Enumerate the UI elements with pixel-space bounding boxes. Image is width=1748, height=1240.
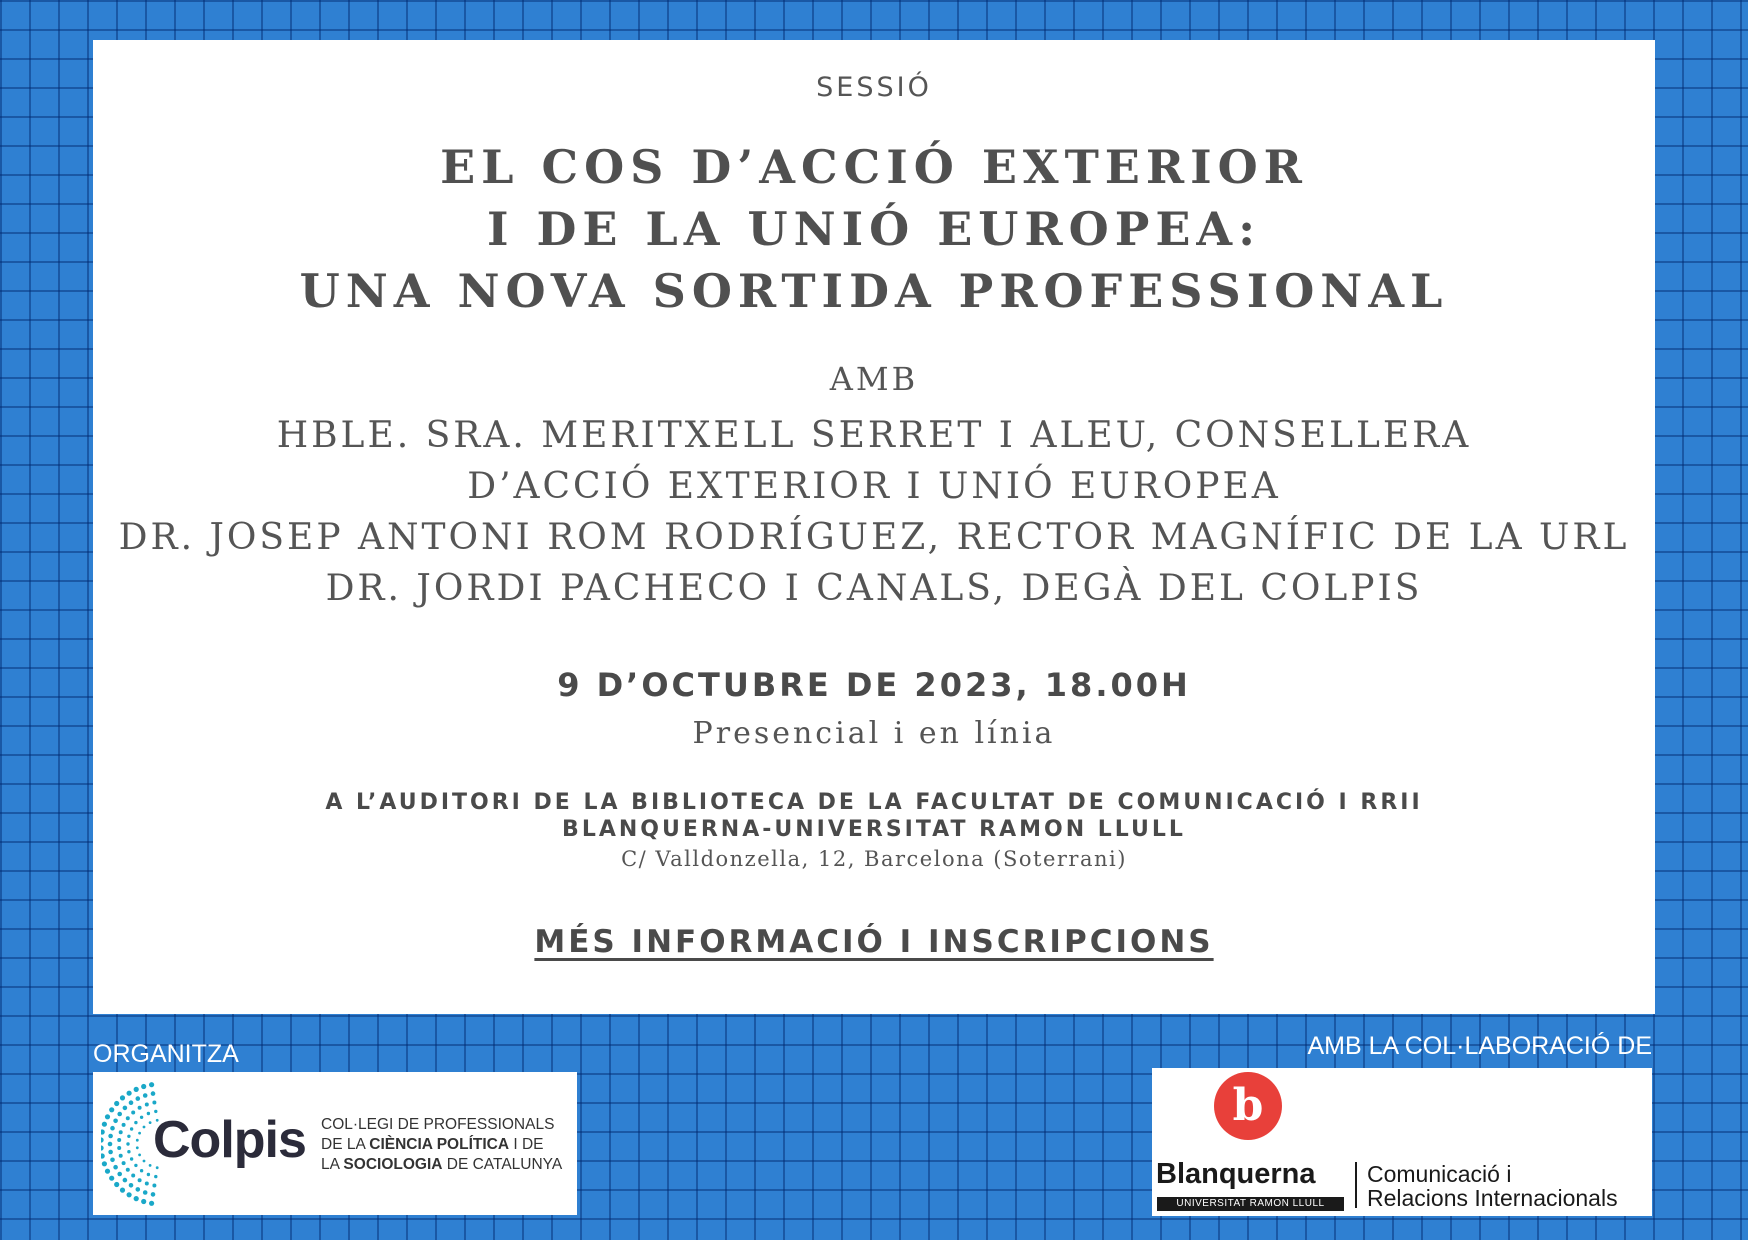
title-line-3: UNA NOVA SORTIDA PROFESSIONAL xyxy=(299,264,1449,318)
svg-text:b: b xyxy=(1232,1080,1264,1131)
dept-line: Comunicació i xyxy=(1367,1161,1512,1187)
colpis-dot xyxy=(119,1130,123,1134)
colpis-dot xyxy=(101,1145,104,1150)
colpis-dot xyxy=(105,1169,110,1174)
venue-line-2: BLANQUERNA-UNIVERSITAT RAMON LLULL xyxy=(562,817,1186,842)
colpis-dot xyxy=(143,1093,148,1098)
title-line-1: EL COS D’ACCIÓ EXTERIOR xyxy=(440,140,1308,194)
collaborator-label: AMB LA COL·LABORACIÓ DE xyxy=(1307,1032,1652,1060)
event-card xyxy=(93,40,1655,1014)
colpis-dot xyxy=(117,1172,122,1177)
colpis-dot xyxy=(147,1173,150,1176)
blanquerna-logo[interactable] xyxy=(1152,1068,1652,1216)
colpis-dot xyxy=(127,1150,130,1153)
colpis-dot xyxy=(140,1116,143,1119)
colpis-dot xyxy=(114,1101,119,1106)
event-mode: Presencial i en línia xyxy=(692,716,1056,751)
event-date: 9 D’OCTUBRE DE 2023, 18.00H xyxy=(557,666,1191,704)
colpis-dot xyxy=(126,1168,130,1172)
logo-divider xyxy=(1355,1162,1357,1208)
colpis-dot xyxy=(143,1190,148,1195)
colpis-dot xyxy=(110,1126,115,1131)
colpis-dot xyxy=(101,1153,105,1158)
colpis-dot xyxy=(117,1146,121,1150)
more-info-link[interactable] xyxy=(93,924,1655,960)
session-label: SESSIÓ xyxy=(816,72,932,103)
colpis-dot xyxy=(127,1091,132,1096)
colpis-dot xyxy=(151,1192,156,1197)
colpis-dot xyxy=(127,1135,130,1138)
speaker-line: DR. JOSEP ANTONI ROM RODRÍGUEZ, RECTOR MAGNÍFIC DE LA URL xyxy=(118,517,1630,558)
colpis-dot xyxy=(108,1134,113,1139)
colpis-dot xyxy=(147,1112,150,1115)
blanquerna-department xyxy=(1367,1162,1618,1210)
colpis-dot xyxy=(109,1176,114,1181)
colpis-dot xyxy=(102,1122,107,1127)
colpis-dot xyxy=(131,1111,135,1115)
colpis-dot xyxy=(108,1142,113,1147)
colpis-dot xyxy=(134,1121,137,1124)
colpis-dot xyxy=(149,1201,154,1206)
blanquerna-subtitle: UNIVERSITAT RAMON LLULL xyxy=(1157,1197,1344,1211)
blanquerna-b-icon xyxy=(1212,1070,1284,1142)
organizer-label: ORGANITZA xyxy=(93,1040,239,1068)
colpis-dot xyxy=(134,1164,137,1167)
colpis-dot xyxy=(145,1182,149,1186)
colpis-dot xyxy=(134,1196,139,1201)
colpis-dot xyxy=(120,1188,125,1193)
colpis-dot xyxy=(154,1175,157,1178)
colpis-dot xyxy=(138,1106,142,1110)
colpis-dot xyxy=(117,1112,122,1117)
speaker-line: HBLE. SRA. MERITXELL SERRET I ALEU, CONSELLERA xyxy=(276,415,1472,456)
colpis-dot xyxy=(152,1184,156,1188)
colpis-dot xyxy=(136,1139,139,1142)
blanquerna-name: Blanquerna xyxy=(1156,1158,1316,1190)
colpis-dot xyxy=(130,1127,133,1130)
colpis-dot xyxy=(129,1100,134,1105)
colpis-dot xyxy=(143,1160,146,1163)
with-label: AMB xyxy=(829,360,919,398)
colpis-logo[interactable] xyxy=(93,1072,577,1215)
colpis-dot xyxy=(102,1161,107,1166)
colpis-dot xyxy=(110,1158,115,1163)
colpis-dot xyxy=(126,1142,129,1145)
venue-line-1: A L’AUDITORI DE LA BIBLIOTECA DE LA FACULTAT DE COMUNICACIÓ I RRII xyxy=(325,790,1423,815)
dept-line: Relacions Internacionals xyxy=(1367,1185,1618,1211)
colpis-dot xyxy=(141,1199,146,1204)
colpis-dot xyxy=(152,1101,156,1105)
colpis-dot xyxy=(143,1126,146,1129)
colpis-dot xyxy=(138,1154,141,1157)
colpis-dot xyxy=(145,1103,149,1107)
colpis-desc-line: COL·LEGI DE PROFESSIONALS xyxy=(321,1116,555,1133)
title-line-2: I DE LA UNIÓ EUROPEA: xyxy=(486,202,1262,256)
colpis-dot xyxy=(101,1129,105,1134)
colpis-dot xyxy=(138,1132,141,1135)
colpis-dot xyxy=(105,1114,110,1119)
colpis-dot xyxy=(140,1169,143,1172)
colpis-dot xyxy=(117,1138,121,1142)
colpis-dot xyxy=(149,1082,154,1087)
colpis-dot xyxy=(136,1096,141,1101)
colpis-dot xyxy=(122,1161,126,1165)
colpis-name: Colpis xyxy=(153,1111,306,1169)
colpis-dot xyxy=(134,1087,139,1092)
colpis-dot xyxy=(126,1116,130,1120)
colpis-dot xyxy=(109,1107,114,1112)
colpis-dot xyxy=(114,1182,119,1187)
more-info-link-text[interactable]: MÉS INFORMACIÓ I INSCRIPCIONS xyxy=(534,924,1214,960)
colpis-dot xyxy=(113,1165,118,1170)
colpis-dot xyxy=(136,1187,141,1192)
colpis-dot xyxy=(130,1157,133,1160)
colpis-desc-line: DE LA CIÈNCIA POLÍTICA I DE xyxy=(321,1136,544,1153)
colpis-dot xyxy=(113,1119,118,1124)
colpis-dot xyxy=(119,1154,123,1158)
colpis-dot xyxy=(149,1164,152,1167)
colpis-desc-line: LA SOCIOLOGIA DE CATALUNYA xyxy=(321,1156,563,1173)
colpis-dot xyxy=(123,1178,128,1183)
colpis-dot xyxy=(120,1095,125,1100)
colpis-dot xyxy=(108,1150,113,1155)
colpis-dot xyxy=(129,1183,134,1188)
colpis-dot xyxy=(122,1123,126,1127)
colpis-dot xyxy=(141,1084,146,1089)
colpis-dot xyxy=(151,1091,156,1096)
colpis-description xyxy=(321,1115,562,1175)
colpis-dot xyxy=(127,1192,132,1197)
colpis-dot xyxy=(149,1121,152,1124)
colpis-dot xyxy=(123,1106,128,1111)
colpis-dot xyxy=(131,1174,135,1178)
colpis-dot xyxy=(136,1146,139,1149)
speaker-line: DR. JORDI PACHECO I CANALS, DEGÀ DEL COLPIS xyxy=(325,568,1423,609)
venue-address: C/ Valldonzella, 12, Barcelona (Soterrani) xyxy=(621,847,1127,871)
colpis-dot xyxy=(138,1178,142,1182)
speaker-line: D’ACCIÓ EXTERIOR I UNIÓ EUROPEA xyxy=(467,466,1281,507)
colpis-dot xyxy=(101,1137,104,1142)
